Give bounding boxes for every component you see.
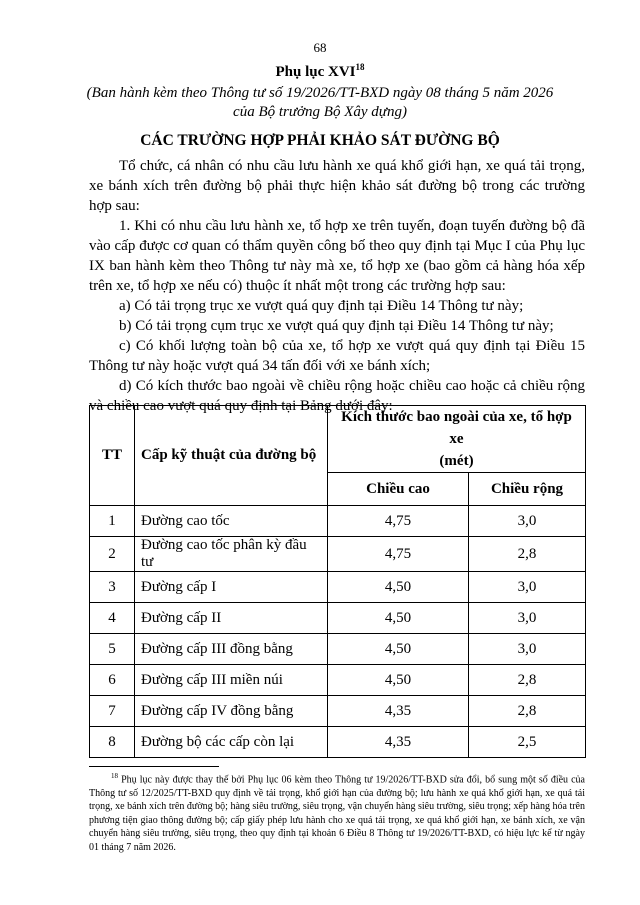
cell-road-grade: Đường cấp I	[135, 572, 328, 603]
paragraph-item-1: 1. Khi có nhu cầu lưu hành xe, tổ hợp xe trên tuyến, đoạn tuyến đường bộ đã vào cấp được cơ quan có thẩm quyền công bố theo quy định tại Mục I của Phụ lục IX ban hành kèm theo Thông tư này mà xe, tổ hợp xe (bao gồm cả hàng hóa xếp trên xe, tổ hợp xe nếu có) thuộc ít nhất một trong các trường hợp sau:	[89, 218, 585, 294]
dimension-limits-table	[89, 405, 586, 758]
section-heading: CÁC TRƯỜNG HỢP PHẢI KHẢO SÁT ĐƯỜNG BỘ	[140, 132, 500, 149]
table-row	[90, 506, 586, 537]
issued-by-note	[70, 84, 570, 122]
header-height: Chiều cao	[328, 473, 469, 506]
cell-tt: 6	[90, 665, 135, 696]
cell-width: 3,0	[469, 572, 586, 603]
cell-height: 4,75	[328, 506, 469, 537]
appendix-title	[0, 62, 640, 81]
cell-road-grade: Đường cấp II	[135, 603, 328, 634]
table-row	[90, 696, 586, 727]
issued-by-line-2: của Bộ trưởng Bộ Xây dựng)	[233, 104, 407, 120]
cell-road-grade: Đường cấp III đồng bằng	[135, 634, 328, 665]
cell-height: 4,50	[328, 603, 469, 634]
cell-height: 4,50	[328, 634, 469, 665]
cell-height: 4,50	[328, 665, 469, 696]
footnote	[89, 770, 585, 854]
cell-height: 4,35	[328, 727, 469, 758]
cell-tt: 8	[90, 727, 135, 758]
cell-tt: 5	[90, 634, 135, 665]
cell-tt: 2	[90, 537, 135, 572]
header-tt: TT	[90, 406, 135, 506]
header-dimensions-label: Kích thước bao ngoài của xe, tổ hợp xe	[341, 409, 572, 447]
table-row	[90, 603, 586, 634]
cell-road-grade: Đường cấp III miền núi	[135, 665, 328, 696]
issued-by-line-1: (Ban hành kèm theo Thông tư số 19/2026/TT-BXD ngày 08 tháng 5 năm 2026	[86, 85, 554, 101]
table-header-row	[90, 406, 586, 473]
header-dimensions-group	[328, 406, 586, 473]
header-unit-label: (mét)	[439, 453, 474, 469]
cell-tt: 4	[90, 603, 135, 634]
cell-width: 3,0	[469, 634, 586, 665]
cell-width: 2,5	[469, 727, 586, 758]
footnote-text: Phụ lục này được thay thế bởi Phụ lục 06 kèm theo Thông tư 19/2026/TT-BXD sửa đổi, bổ sung một số điều của Thông tư số 12/2025/TT-BXD quy định về tải trọng, khổ giới hạn của đường bộ; lưu hành xe quá khổ giới hạn, xe quá tải trọng, xe bánh xích trên đường bộ; hàng siêu trường, siêu trọng, vận chuyển hàng siêu trường, siêu trọng; xếp hàng hóa trên phương tiện giao thông đường bộ; cấp giấy phép lưu hành cho xe quá tải trọng, xe quá khổ giới hạn, xe bánh xích, xe vận chuyển hàng siêu trường, siêu trọng, theo quy định tại khoản 6 Điều 8 Thông tư 19/2026/TT-BXD, có hiệu lực kể từ ngày 01 tháng 7 năm 2026.	[89, 774, 585, 853]
cell-road-grade: Đường cao tốc phân kỳ đầu tư	[135, 537, 328, 572]
paragraph-intro: Tổ chức, cá nhân có nhu cầu lưu hành xe quá khổ giới hạn, xe quá tải trọng, xe bánh xích trên đường bộ phải thực hiện khảo sát đường bộ trong các trường hợp sau:	[89, 158, 585, 214]
paragraph-item-c: c) Có khối lượng toàn bộ của xe, tổ hợp xe vượt quá quy định tại Điều 15 Thông tư này hoặc vượt quá 34 tấn đối với xe bánh xích;	[89, 338, 585, 374]
header-width: Chiều rộng	[469, 473, 586, 506]
cell-tt: 7	[90, 696, 135, 727]
paragraph-item-a: a) Có tải trọng trục xe vượt quá quy định tại Điều 14 Thông tư này;	[119, 298, 524, 314]
cell-width: 3,0	[469, 603, 586, 634]
paragraph-item-b: b) Có tải trọng cụm trục xe vượt quá quy định tại Điều 14 Thông tư này;	[119, 318, 554, 334]
footnote-reference[interactable]: 18	[355, 62, 365, 72]
footnote-divider	[89, 766, 219, 767]
cell-tt: 1	[90, 506, 135, 537]
cell-width: 2,8	[469, 537, 586, 572]
footnote-marker: 18	[111, 772, 118, 780]
appendix-title-text: Phụ lục XVI	[275, 64, 356, 80]
table-row	[90, 537, 586, 572]
cell-tt: 3	[90, 572, 135, 603]
table-row	[90, 665, 586, 696]
table-row	[90, 634, 586, 665]
cell-road-grade: Đường bộ các cấp còn lại	[135, 727, 328, 758]
cell-road-grade: Đường cấp IV đồng bằng	[135, 696, 328, 727]
cell-width: 2,8	[469, 665, 586, 696]
page-number: 68	[313, 40, 327, 55]
body-text	[89, 156, 585, 416]
cell-width: 2,8	[469, 696, 586, 727]
header-road-grade: Cấp kỹ thuật của đường bộ	[135, 406, 328, 506]
cell-height: 4,35	[328, 696, 469, 727]
cell-height: 4,75	[328, 537, 469, 572]
table-row	[90, 572, 586, 603]
paragraph-item-d: d) Có kích thước bao ngoài về chiều rộng hoặc chiều cao hoặc cả chiều rộng và chiều cao vượt quá quy định tại Bảng dưới đây:	[89, 378, 585, 414]
cell-width: 3,0	[469, 506, 586, 537]
cell-height: 4,50	[328, 572, 469, 603]
table-row	[90, 727, 586, 758]
cell-road-grade: Đường cao tốc	[135, 506, 328, 537]
